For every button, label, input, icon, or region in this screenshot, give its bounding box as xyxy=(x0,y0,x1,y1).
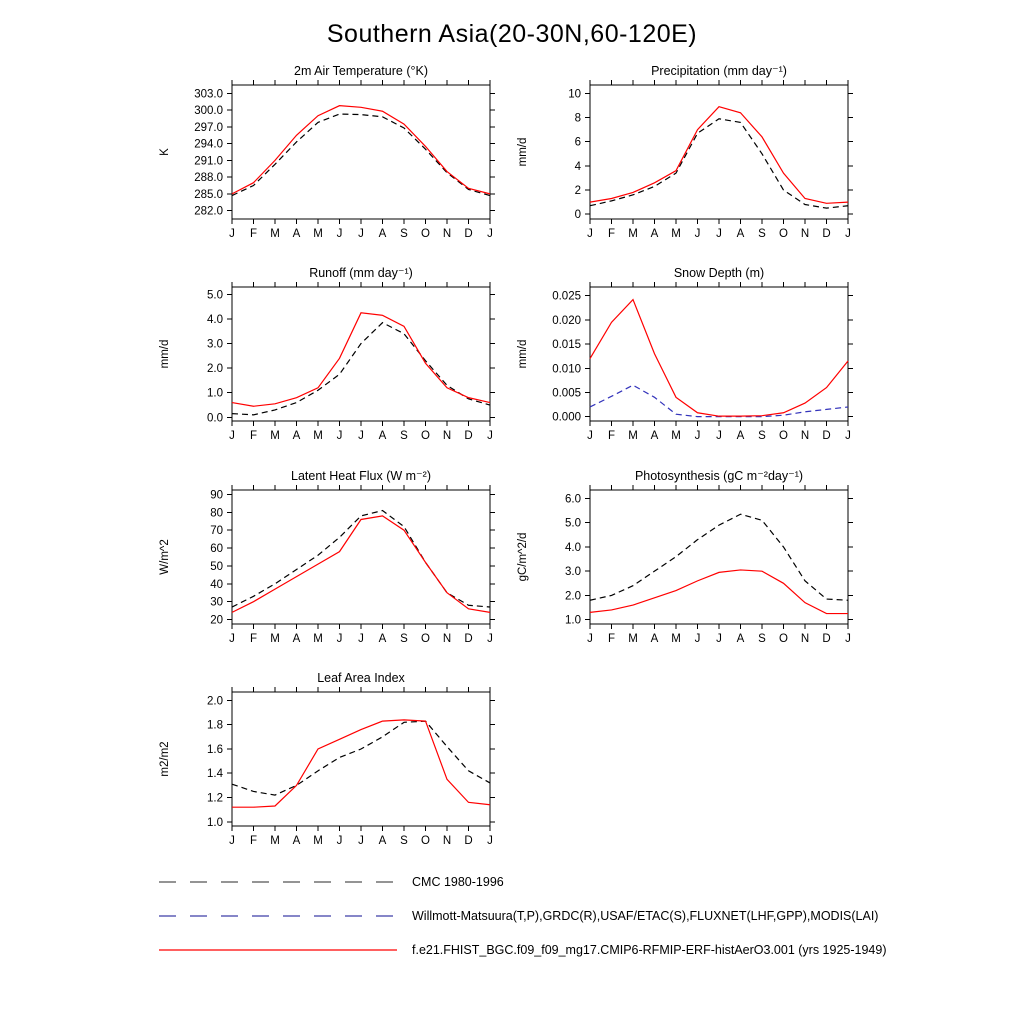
panel-title: Latent Heat Flux (W m⁻²) xyxy=(291,469,431,483)
series-line-obs xyxy=(232,511,490,607)
y-tick-label: 2.0 xyxy=(207,695,223,708)
panel-photosynthesis xyxy=(494,466,866,656)
x-tick-label: J xyxy=(229,835,235,847)
x-tick-label: J xyxy=(587,633,593,645)
x-tick-label: M xyxy=(671,228,681,240)
panel-snow-depth xyxy=(494,263,866,453)
legend-label: f.e21.FHIST_BGC.f09_f09_mg17.CMIP6-RFMIP-ERF-histAerO3.001 (yrs 1925-1949) xyxy=(412,943,887,957)
y-tick-label: 294.0 xyxy=(194,138,223,151)
axes xyxy=(585,282,853,426)
x-tick-label: J xyxy=(487,633,493,645)
y-tick-label: 4.0 xyxy=(565,541,581,554)
y-tick-label: 1.0 xyxy=(207,816,223,829)
y-axis-label: mm/d xyxy=(517,137,529,167)
x-tick-label: N xyxy=(442,228,452,240)
y-tick-label: 0.0 xyxy=(207,412,223,425)
x-tick-label: A xyxy=(292,835,301,847)
x-tick-label: D xyxy=(822,430,831,442)
series-line-obs xyxy=(590,385,848,416)
x-tick-label: J xyxy=(694,633,701,645)
x-tick-label: J xyxy=(229,228,235,240)
x-tick-label: O xyxy=(421,228,430,240)
legend-item xyxy=(158,910,887,922)
x-tick-label: S xyxy=(758,228,766,240)
x-tick-label: O xyxy=(779,228,788,240)
series-line-model xyxy=(232,106,490,194)
y-tick-label: 297.0 xyxy=(194,121,223,134)
y-tick-label: 1.0 xyxy=(207,387,223,400)
x-tick-label: J xyxy=(694,430,701,442)
series-line-model xyxy=(232,516,490,612)
y-tick-label: 3.0 xyxy=(207,338,223,351)
panel-air-temperature xyxy=(136,61,508,251)
panel-title: Leaf Area Index xyxy=(317,671,405,685)
chart-svg xyxy=(494,263,866,453)
x-tick-label: J xyxy=(336,228,343,240)
x-tick-label: D xyxy=(464,228,473,240)
x-tick-label: J xyxy=(845,430,851,442)
y-tick-label: 60 xyxy=(210,543,223,556)
y-tick-label: 0.010 xyxy=(552,363,581,376)
x-tick-label: M xyxy=(628,430,638,442)
y-tick-label: 0.000 xyxy=(552,411,581,424)
x-tick-label: M xyxy=(270,835,280,847)
y-tick-label: 30 xyxy=(210,596,223,609)
y-tick-label: 3.0 xyxy=(565,566,581,579)
x-tick-label: D xyxy=(464,835,473,847)
x-tick-label: J xyxy=(487,835,493,847)
x-tick-label: A xyxy=(650,430,659,442)
x-tick-label: A xyxy=(292,430,301,442)
y-tick-label: 90 xyxy=(210,489,223,502)
legend-label: Willmott-Matsuura(T,P),GRDC(R),USAF/ETAC(S),FLUXNET(LHF,GPP),MODIS(LAI) xyxy=(412,909,879,923)
y-tick-label: 40 xyxy=(210,578,223,591)
legend-item xyxy=(158,876,887,888)
x-tick-label: J xyxy=(716,228,722,240)
x-tick-label: O xyxy=(421,835,430,847)
x-tick-label: J xyxy=(694,228,701,240)
y-axis-label: mm/d xyxy=(159,339,171,369)
x-tick-label: D xyxy=(464,430,473,442)
x-tick-label: M xyxy=(270,633,280,645)
x-tick-label: A xyxy=(292,633,301,645)
x-tick-label: F xyxy=(249,835,258,847)
x-tick-label: F xyxy=(249,430,258,442)
series-line-model xyxy=(590,300,848,417)
x-tick-label: J xyxy=(358,228,364,240)
x-tick-label: A xyxy=(292,228,301,240)
x-tick-label: M xyxy=(313,228,323,240)
x-tick-label: J xyxy=(845,633,851,645)
chart-svg xyxy=(136,668,508,858)
y-tick-label: 1.4 xyxy=(207,768,223,781)
x-tick-label: A xyxy=(736,228,745,240)
y-tick-label: 288.0 xyxy=(194,172,223,185)
x-tick-label: S xyxy=(400,835,408,847)
x-tick-label: J xyxy=(716,633,722,645)
panel-title: 2m Air Temperature (°K) xyxy=(294,64,428,78)
series-line-model xyxy=(590,570,848,614)
panel-runoff xyxy=(136,263,508,453)
chart-svg xyxy=(136,61,508,251)
x-tick-label: J xyxy=(229,430,235,442)
y-tick-label: 70 xyxy=(210,525,223,538)
x-tick-label: M xyxy=(313,430,323,442)
y-axis-label: K xyxy=(159,148,171,156)
x-tick-label: N xyxy=(442,430,452,442)
axes xyxy=(585,80,853,224)
legend xyxy=(158,876,887,978)
y-tick-label: 291.0 xyxy=(194,155,223,168)
x-tick-label: A xyxy=(650,633,659,645)
y-tick-label: 5.0 xyxy=(207,289,223,302)
x-tick-label: J xyxy=(358,430,364,442)
x-tick-label: F xyxy=(607,228,616,240)
panel-title: Snow Depth (m) xyxy=(673,266,765,280)
x-tick-label: F xyxy=(607,633,616,645)
x-tick-label: S xyxy=(758,633,766,645)
legend-line-sample xyxy=(158,944,398,956)
legend-line-sample xyxy=(158,910,398,922)
axes xyxy=(227,80,495,224)
y-tick-label: 6.0 xyxy=(565,493,581,506)
x-tick-label: J xyxy=(358,835,364,847)
y-tick-label: 80 xyxy=(210,507,223,520)
chart-svg xyxy=(136,263,508,453)
y-tick-label: 10 xyxy=(568,88,581,101)
y-tick-label: 1.0 xyxy=(565,614,581,627)
x-tick-label: J xyxy=(587,430,593,442)
chart-svg xyxy=(136,466,508,656)
chart-svg xyxy=(494,466,866,656)
x-tick-label: D xyxy=(822,633,831,645)
x-tick-label: N xyxy=(800,228,810,240)
x-tick-label: N xyxy=(442,633,452,645)
x-tick-label: A xyxy=(378,633,387,645)
x-tick-label: N xyxy=(442,835,452,847)
y-tick-label: 0.015 xyxy=(552,339,581,352)
x-tick-label: S xyxy=(400,430,408,442)
y-tick-label: 1.6 xyxy=(207,743,223,756)
x-tick-label: J xyxy=(487,228,493,240)
y-tick-label: 50 xyxy=(210,560,223,573)
y-tick-label: 4.0 xyxy=(207,313,223,326)
y-tick-label: 0 xyxy=(574,209,581,222)
y-tick-label: 0.005 xyxy=(552,387,581,400)
x-tick-label: M xyxy=(270,430,280,442)
x-tick-label: S xyxy=(400,633,408,645)
legend-item xyxy=(158,944,887,956)
y-tick-label: 2.0 xyxy=(565,590,581,603)
x-tick-label: S xyxy=(400,228,408,240)
x-tick-label: J xyxy=(716,430,722,442)
x-tick-label: F xyxy=(249,228,258,240)
axes xyxy=(227,687,495,831)
panel-leaf-area-index xyxy=(136,668,508,858)
x-tick-label: O xyxy=(779,430,788,442)
y-tick-label: 8 xyxy=(574,112,581,125)
y-tick-label: 20 xyxy=(210,614,223,627)
y-tick-label: 282.0 xyxy=(194,205,223,218)
x-tick-label: M xyxy=(270,228,280,240)
y-tick-label: 1.2 xyxy=(207,792,223,805)
y-tick-label: 0.020 xyxy=(552,314,581,327)
x-tick-label: O xyxy=(421,633,430,645)
panel-precipitation xyxy=(494,61,866,251)
x-tick-label: J xyxy=(845,228,851,240)
x-tick-label: J xyxy=(587,228,593,240)
y-tick-label: 285.0 xyxy=(194,188,223,201)
panel-latent-heat-flux xyxy=(136,466,508,656)
x-tick-label: O xyxy=(421,430,430,442)
x-tick-label: J xyxy=(336,835,343,847)
y-tick-label: 300.0 xyxy=(194,105,223,118)
y-tick-label: 303.0 xyxy=(194,88,223,101)
x-tick-label: A xyxy=(736,633,745,645)
x-tick-label: A xyxy=(650,228,659,240)
x-tick-label: A xyxy=(736,430,745,442)
x-tick-label: M xyxy=(313,835,323,847)
y-axis-label: m2/m2 xyxy=(159,741,171,777)
x-tick-label: D xyxy=(822,228,831,240)
panel-title: Runoff (mm day⁻¹) xyxy=(309,266,413,280)
series-line-model xyxy=(232,313,490,406)
panel-title: Photosynthesis (gC m⁻²day⁻¹) xyxy=(634,469,804,483)
y-axis-label: mm/d xyxy=(517,339,529,369)
y-tick-label: 1.8 xyxy=(207,719,223,732)
panel-title: Precipitation (mm day⁻¹) xyxy=(651,64,787,78)
x-tick-label: A xyxy=(378,430,387,442)
x-tick-label: J xyxy=(358,633,364,645)
axes xyxy=(227,485,495,629)
legend-line-sample xyxy=(158,876,398,888)
series-line-obs xyxy=(232,323,490,415)
x-tick-label: N xyxy=(800,633,810,645)
y-axis-label: gC/m^2/d xyxy=(517,532,529,582)
x-tick-label: N xyxy=(800,430,810,442)
x-tick-label: F xyxy=(249,633,258,645)
x-tick-label: J xyxy=(229,633,235,645)
series-line-obs xyxy=(232,114,490,196)
series-line-model xyxy=(590,107,848,204)
y-tick-label: 2 xyxy=(574,185,581,198)
page-title: Southern Asia(20-30N,60-120E) xyxy=(326,20,698,48)
series-line-obs xyxy=(590,119,848,208)
x-tick-label: S xyxy=(758,430,766,442)
x-tick-label: M xyxy=(671,633,681,645)
y-tick-label: 6 xyxy=(574,136,581,149)
x-tick-label: J xyxy=(487,430,493,442)
x-tick-label: M xyxy=(671,430,681,442)
x-tick-label: M xyxy=(628,228,638,240)
y-tick-label: 0.025 xyxy=(552,290,581,303)
y-tick-label: 2.0 xyxy=(207,363,223,376)
legend-label: CMC 1980-1996 xyxy=(412,875,504,889)
x-tick-label: M xyxy=(628,633,638,645)
x-tick-label: D xyxy=(464,633,473,645)
x-tick-label: A xyxy=(378,228,387,240)
x-tick-label: F xyxy=(607,430,616,442)
x-tick-label: M xyxy=(313,633,323,645)
x-tick-label: O xyxy=(779,633,788,645)
y-tick-label: 4 xyxy=(574,160,581,173)
y-axis-label: W/m^2 xyxy=(159,539,171,575)
x-tick-label: J xyxy=(336,633,343,645)
series-line-obs xyxy=(590,514,848,600)
y-tick-label: 5.0 xyxy=(565,517,581,530)
chart-svg xyxy=(494,61,866,251)
x-tick-label: A xyxy=(378,835,387,847)
x-tick-label: J xyxy=(336,430,343,442)
